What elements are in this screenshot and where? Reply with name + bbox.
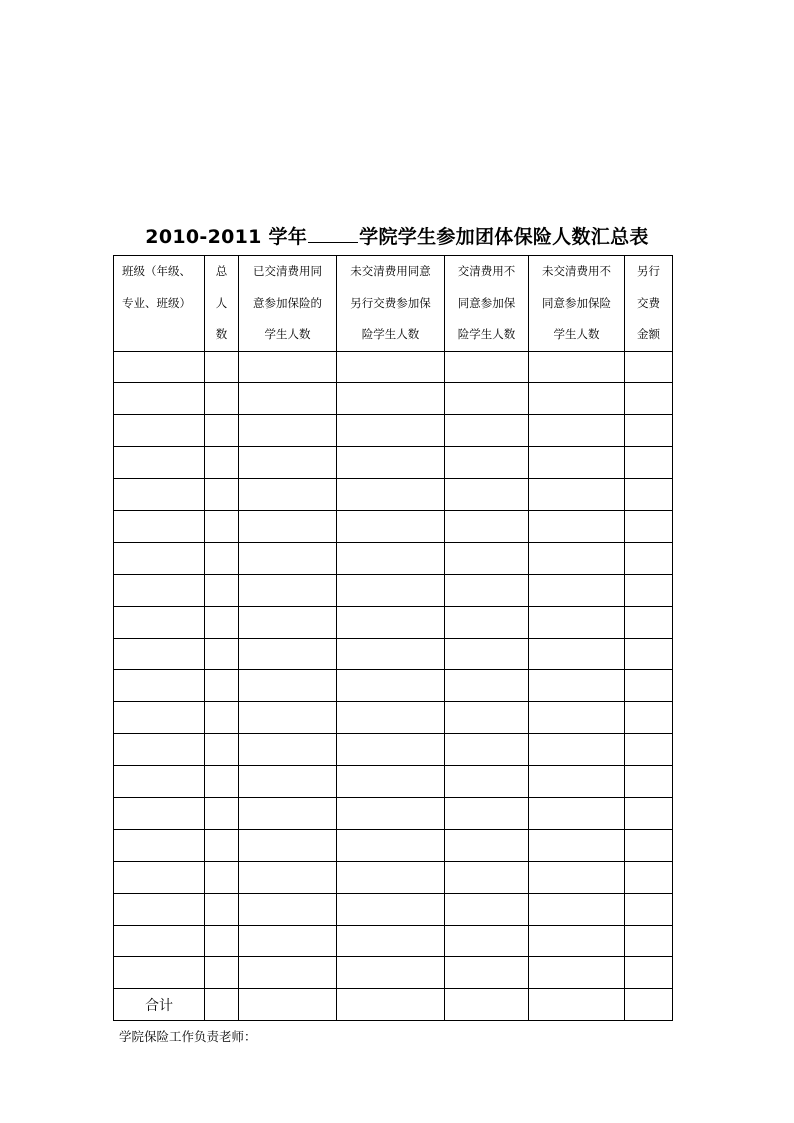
table-cell[interactable] [337, 861, 445, 893]
table-cell[interactable] [337, 925, 445, 957]
table-cell[interactable] [205, 606, 239, 638]
table-cell[interactable] [625, 766, 673, 798]
table-cell[interactable] [529, 351, 625, 383]
table-cell[interactable] [205, 447, 239, 479]
table-cell[interactable] [337, 606, 445, 638]
table-cell[interactable] [205, 638, 239, 670]
table-cell[interactable] [337, 510, 445, 542]
table-cell[interactable] [445, 606, 529, 638]
table-cell[interactable] [445, 638, 529, 670]
title-suffix: 学院学生参加团体保险人数汇总表 [359, 226, 649, 248]
table-cell[interactable] [114, 766, 205, 798]
table-cell[interactable] [239, 925, 337, 957]
table-row [114, 351, 673, 383]
table-cell[interactable] [239, 447, 337, 479]
table-cell[interactable] [625, 638, 673, 670]
table-cell[interactable] [445, 861, 529, 893]
table-cell[interactable] [337, 829, 445, 861]
table-cell[interactable] [205, 766, 239, 798]
table-cell[interactable] [239, 606, 337, 638]
table-cell[interactable] [625, 925, 673, 957]
table-cell[interactable] [625, 670, 673, 702]
table-row [114, 734, 673, 766]
total-cell[interactable] [205, 989, 239, 1021]
table-cell[interactable] [114, 670, 205, 702]
table-cell[interactable] [239, 415, 337, 447]
table-cell[interactable] [529, 479, 625, 511]
table-cell[interactable] [337, 670, 445, 702]
form-title [0, 222, 794, 249]
total-row [114, 989, 673, 1021]
table-row [114, 766, 673, 798]
table-cell[interactable] [114, 415, 205, 447]
table-cell[interactable] [445, 383, 529, 415]
table-cell[interactable] [114, 351, 205, 383]
table-row [114, 574, 673, 606]
table-cell[interactable] [114, 383, 205, 415]
total-cell[interactable] [625, 989, 673, 1021]
table-row [114, 893, 673, 925]
table-cell[interactable] [445, 766, 529, 798]
header-unpaid-disagree: 未交清费用不 同意参加保险 学生人数 [529, 256, 625, 352]
table-cell[interactable] [205, 829, 239, 861]
table-row [114, 510, 673, 542]
table-cell[interactable] [445, 925, 529, 957]
table-cell[interactable] [625, 829, 673, 861]
table-cell[interactable] [114, 734, 205, 766]
table-cell[interactable] [529, 447, 625, 479]
table-cell[interactable] [625, 606, 673, 638]
table-cell[interactable] [625, 542, 673, 574]
table-cell[interactable] [239, 734, 337, 766]
table-cell[interactable] [529, 797, 625, 829]
table-cell[interactable] [625, 702, 673, 734]
table-cell[interactable] [239, 574, 337, 606]
table-cell[interactable] [445, 734, 529, 766]
table-cell[interactable] [239, 638, 337, 670]
table-cell[interactable] [625, 797, 673, 829]
table-cell[interactable] [529, 925, 625, 957]
table-cell[interactable] [114, 638, 205, 670]
table-cell[interactable] [114, 574, 205, 606]
header-unpaid-agree: 未交清费用同意 另行交费参加保 险学生人数 [337, 256, 445, 352]
table-row [114, 797, 673, 829]
table-cell[interactable] [239, 670, 337, 702]
table-row [114, 925, 673, 957]
table-cell[interactable] [114, 542, 205, 574]
table-cell[interactable] [205, 734, 239, 766]
header-paid-agree: 已交清费用同 意参加保险的 学生人数 [239, 256, 337, 352]
table-cell[interactable] [205, 670, 239, 702]
table-cell[interactable] [114, 861, 205, 893]
total-cell[interactable] [239, 989, 337, 1021]
title-prefix: 2010-2011 学年 [145, 226, 308, 248]
table-cell[interactable] [625, 893, 673, 925]
table-cell[interactable] [337, 574, 445, 606]
total-cell[interactable] [337, 989, 445, 1021]
table-row [114, 829, 673, 861]
table-cell[interactable] [239, 351, 337, 383]
table-cell[interactable] [337, 542, 445, 574]
table-cell[interactable] [445, 447, 529, 479]
table-cell[interactable] [239, 479, 337, 511]
table-cell[interactable] [205, 574, 239, 606]
table-cell[interactable] [239, 829, 337, 861]
table-cell[interactable] [114, 797, 205, 829]
table-cell[interactable] [529, 829, 625, 861]
table-row [114, 447, 673, 479]
table-cell[interactable] [625, 415, 673, 447]
table-cell[interactable] [625, 861, 673, 893]
table-cell[interactable] [337, 957, 445, 989]
table-cell[interactable] [529, 638, 625, 670]
table-cell[interactable] [239, 893, 337, 925]
table-cell[interactable] [445, 893, 529, 925]
table-cell[interactable] [625, 351, 673, 383]
table-cell[interactable] [114, 925, 205, 957]
table-cell[interactable] [205, 383, 239, 415]
table-cell[interactable] [625, 447, 673, 479]
table-cell[interactable] [114, 893, 205, 925]
table-cell[interactable] [239, 766, 337, 798]
table-cell[interactable] [445, 702, 529, 734]
table-cell[interactable] [337, 447, 445, 479]
table-cell[interactable] [337, 702, 445, 734]
table-row [114, 861, 673, 893]
total-cell[interactable] [529, 989, 625, 1021]
table-cell[interactable] [337, 415, 445, 447]
table-cell[interactable] [445, 351, 529, 383]
table-cell[interactable] [337, 383, 445, 415]
table-cell[interactable] [114, 447, 205, 479]
table-body [114, 351, 673, 1021]
table-cell[interactable] [529, 861, 625, 893]
table-cell[interactable] [625, 574, 673, 606]
table-cell[interactable] [205, 542, 239, 574]
table-cell[interactable] [337, 479, 445, 511]
table-cell[interactable] [625, 383, 673, 415]
table-cell[interactable] [239, 957, 337, 989]
table-cell[interactable] [239, 542, 337, 574]
table-cell[interactable] [205, 797, 239, 829]
table-cell[interactable] [445, 957, 529, 989]
table-cell[interactable] [337, 766, 445, 798]
table-cell[interactable] [205, 925, 239, 957]
table-row [114, 415, 673, 447]
table-cell[interactable] [445, 415, 529, 447]
table-cell[interactable] [445, 670, 529, 702]
table-cell[interactable] [239, 861, 337, 893]
table-cell[interactable] [205, 957, 239, 989]
header-extra-fee: 另行 交费 金额 [625, 256, 673, 352]
table-cell[interactable] [529, 734, 625, 766]
table-cell[interactable] [239, 702, 337, 734]
table-cell[interactable] [114, 510, 205, 542]
table-cell[interactable] [529, 670, 625, 702]
table-cell[interactable] [239, 383, 337, 415]
table-cell[interactable] [114, 829, 205, 861]
table-cell[interactable] [114, 702, 205, 734]
total-cell[interactable] [445, 989, 529, 1021]
table-cell[interactable] [337, 893, 445, 925]
table-cell[interactable] [529, 510, 625, 542]
table-cell[interactable] [114, 606, 205, 638]
header-class: 班级（年级、 专业、班级） [114, 256, 205, 352]
table-cell[interactable] [529, 957, 625, 989]
table-cell[interactable] [205, 479, 239, 511]
table-cell[interactable] [445, 574, 529, 606]
table-cell[interactable] [114, 479, 205, 511]
table-cell[interactable] [625, 510, 673, 542]
header-total: 总 人 数 [205, 256, 239, 352]
table-row [114, 383, 673, 415]
table-cell[interactable] [445, 797, 529, 829]
table-cell[interactable] [337, 351, 445, 383]
header-row [114, 256, 673, 352]
table-cell[interactable] [337, 638, 445, 670]
table-cell[interactable] [529, 574, 625, 606]
table-row [114, 479, 673, 511]
table-cell[interactable] [529, 702, 625, 734]
table-cell[interactable] [205, 510, 239, 542]
table-cell[interactable] [445, 479, 529, 511]
table-cell[interactable] [529, 383, 625, 415]
responsible-teacher-label: 学院保险工作负责老师： [119, 1029, 257, 1044]
table-cell[interactable] [445, 510, 529, 542]
table-cell[interactable] [205, 415, 239, 447]
table-cell[interactable] [625, 479, 673, 511]
table-cell[interactable] [239, 510, 337, 542]
table-cell[interactable] [529, 606, 625, 638]
table-cell[interactable] [205, 702, 239, 734]
table-cell[interactable] [337, 734, 445, 766]
table-row [114, 957, 673, 989]
table-cell[interactable] [625, 957, 673, 989]
table-cell[interactable] [445, 542, 529, 574]
table-row [114, 702, 673, 734]
college-blank-line [308, 226, 358, 243]
table-cell[interactable] [205, 861, 239, 893]
table-row [114, 670, 673, 702]
table-cell[interactable] [445, 829, 529, 861]
table-row [114, 606, 673, 638]
table-cell[interactable] [529, 542, 625, 574]
table-cell[interactable] [529, 415, 625, 447]
table-cell[interactable] [239, 797, 337, 829]
table-row [114, 542, 673, 574]
table-cell[interactable] [529, 766, 625, 798]
table-row [114, 638, 673, 670]
header-paid-disagree: 交清费用不 同意参加保 险学生人数 [445, 256, 529, 352]
table-cell[interactable] [625, 734, 673, 766]
table-cell[interactable] [205, 893, 239, 925]
table-cell[interactable] [205, 351, 239, 383]
table-cell[interactable] [114, 957, 205, 989]
summary-table [113, 255, 673, 1021]
table-cell[interactable] [529, 893, 625, 925]
total-label: 合计 [114, 989, 205, 1021]
table-cell[interactable] [337, 797, 445, 829]
